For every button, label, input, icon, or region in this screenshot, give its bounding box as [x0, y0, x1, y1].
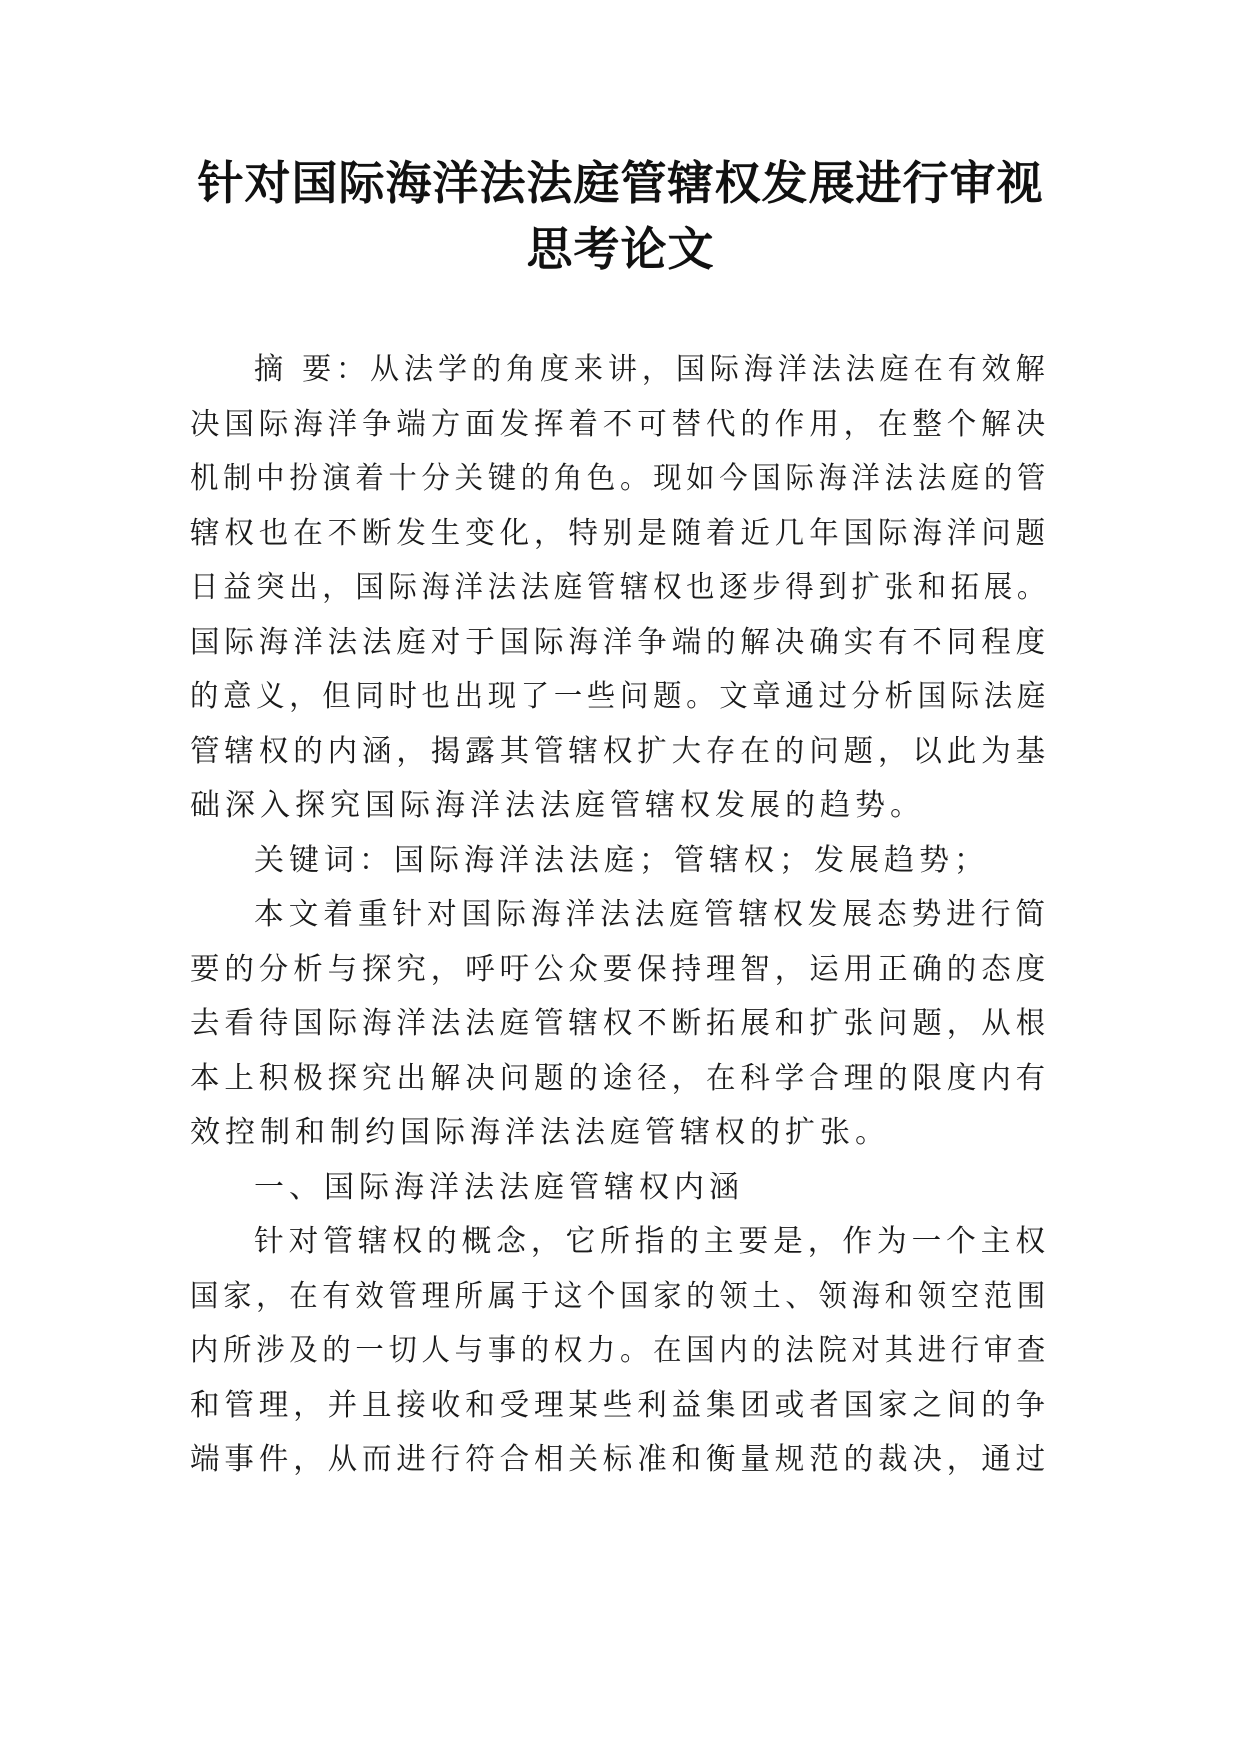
body-line: 一、国际海洋法法庭管辖权内涵	[254, 1169, 744, 1205]
body-line: 辖权也在不断发生变化，特别是随着近几年国际海洋问题	[190, 515, 1050, 551]
body-line: 的意义，但同时也出现了一些问题。文章通过分析国际法庭	[190, 679, 1050, 714]
body-line: 内所涉及的一切人与事的权力。在国内的法院对其进行审查	[190, 1333, 1050, 1368]
body-line: 和管理，并且接收和受理某些利益集团或者国家之间的争	[190, 1387, 1050, 1423]
document-title-line-2: 思考论文	[526, 222, 715, 276]
body-line: 本上积极探究出解决问题的途径，在科学合理的限度内有	[190, 1060, 1050, 1096]
body-line: 效控制和制约国际海洋法法庭管辖权的扩张。	[190, 1115, 890, 1150]
body-line: 国家，在有效管理所属于这个国家的领土、领海和领空范围	[190, 1278, 1050, 1314]
document-title-line-1: 针对国际海洋法法庭管辖权发展进行审视	[197, 156, 1044, 210]
body-line: 机制中扮演着十分关键的角色。现如今国际海洋法法庭的管	[190, 461, 1050, 496]
body-line: 关键词：国际海洋法法庭；管辖权；发展趋势；	[254, 842, 989, 878]
body-line: 国际海洋法法庭对于国际海洋争端的解决确实有不同程度	[190, 624, 1050, 660]
body-line: 决国际海洋争端方面发挥着不可替代的作用，在整个解决	[190, 406, 1050, 442]
body-line: 要的分析与探究，呼吁公众要保持理智，运用正确的态度	[190, 951, 1050, 987]
body-line: 摘 要：从法学的角度来讲，国际海洋法法庭在有效解	[254, 352, 1050, 387]
body-line: 日益突出，国际海洋法法庭管辖权也逐步得到扩张和拓展。	[190, 570, 1050, 605]
body-line: 端事件，从而进行符合相关标准和衡量规范的裁决，通过	[190, 1442, 1050, 1477]
body-line: 管辖权的内涵，揭露其管辖权扩大存在的问题，以此为基	[190, 733, 1050, 769]
body-line: 针对管辖权的概念，它所指的主要是，作为一个主权	[254, 1224, 1050, 1259]
body-line: 去看待国际海洋法法庭管辖权不断拓展和扩张问题，从根	[190, 1006, 1050, 1041]
body-line: 础深入探究国际海洋法法庭管辖权发展的趋势。	[190, 788, 925, 823]
body-line: 本文着重针对国际海洋法法庭管辖权发展态势进行简	[254, 897, 1050, 932]
